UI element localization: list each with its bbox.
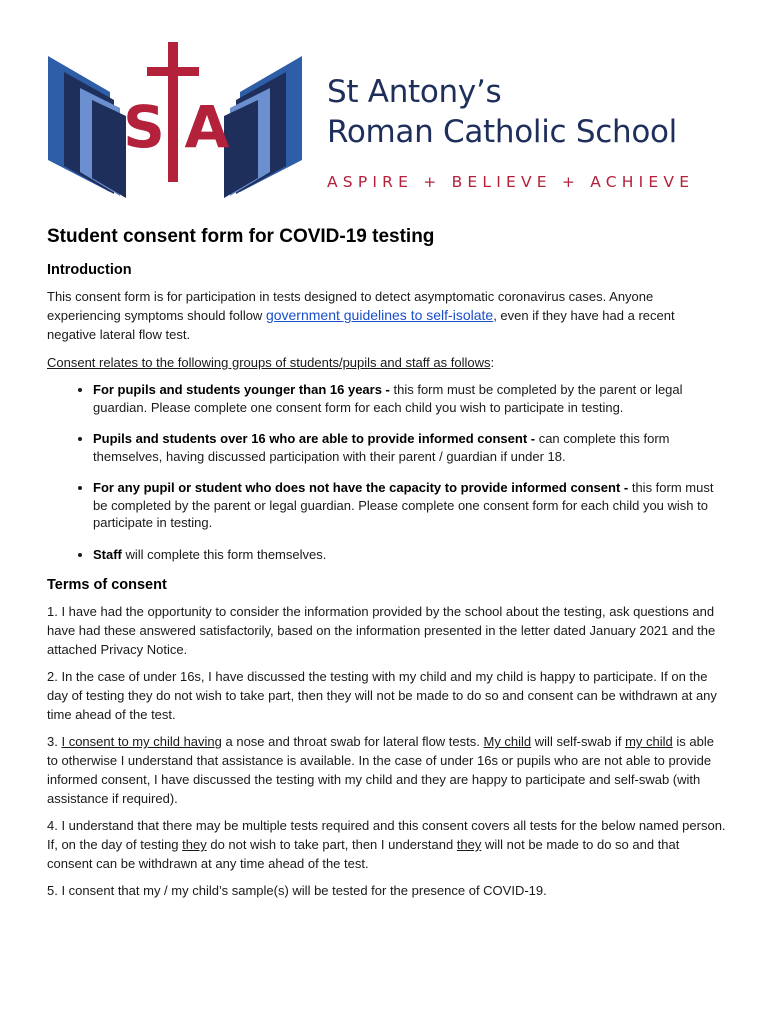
logo-letter-a: A [184, 93, 230, 161]
term-4 [47, 816, 727, 873]
school-name-line2: Roman Catholic School [327, 114, 677, 150]
document-title: Student consent form for COVID-19 testing [47, 226, 435, 247]
term-1: 1. I have had the opportunity to consider the information provided by the school about the testing, ask questions and have had these answered satisfactorily, based on the information presented in the letter dated January 2021 and the attached Privacy Notice. [47, 604, 716, 657]
term-4-text-2: do not wish to take part, then I understand [206, 837, 457, 852]
list-item [93, 381, 727, 416]
logo-letter-s: S [123, 93, 165, 161]
document-body [47, 226, 727, 908]
intro-text: This consent form is for participation in tests designed to detect asymptomatic coronavirus cases. Anyone experiencing symptoms should follow [47, 289, 654, 323]
term-3-text-3: is able to otherwise I understand that assistance is available. In the case of under 16s or pupils who are not able to provide informed consent, I have discussed the testing with my child and they are happy to participate and self-swab (with assistance if required). [47, 734, 714, 806]
intro-text-end: , even if they have had a recent negative lateral flow test. [47, 308, 675, 342]
term-3 [47, 732, 727, 808]
groups-list [47, 381, 727, 563]
term-4-text-3: will not be made to do so and that consent can be withdrawn at any time ahead of the test. [47, 837, 680, 871]
list-item [93, 430, 727, 465]
school-motto: ASPIRE + BELIEVE + ACHIEVE [327, 173, 695, 191]
groups-intro-text: Consent relates to the following groups of students/pupils and staff as follows [47, 355, 491, 370]
intro-paragraph [47, 287, 727, 344]
self-isolate-link[interactable]: government guidelines to self-isolate [265, 307, 494, 323]
term-3-number: 3. [47, 734, 62, 749]
group-label: For any pupil or student who does not have the capacity to provide informed consent - [93, 480, 632, 495]
term-3-text-2: will self-swab if [531, 734, 626, 749]
terms-heading: Terms of consent [47, 577, 167, 593]
term-3-underline-1: I consent to my child having [61, 734, 222, 749]
term-2: 2. In the case of under 16s, I have discussed the testing with my child and my child is happy to participate. If on the day of testing they do not wish to take part, then they will not be made to do so and consent can be withdrawn at any time ahead of the test. [47, 669, 717, 722]
group-label: Pupils and students over 16 who are able to provide informed consent - [93, 431, 539, 446]
groups-intro-colon: : [490, 355, 495, 370]
list-item [93, 479, 727, 532]
term-5: 5. I consent that my / my child’s sample(s) will be tested for the presence of COVID-19. [47, 883, 547, 898]
school-logo [44, 42, 306, 202]
school-name-line1: St Antony’s [327, 74, 502, 110]
group-text: can complete this form themselves, having discussed participation with their parent / guardian if under 18. [93, 431, 670, 464]
term-3-text-1: a nose and throat swab for lateral flow tests. [221, 734, 484, 749]
groups-intro [47, 353, 727, 372]
term-3-underline-3: my child [625, 734, 673, 749]
group-text: this form must be completed by the parent or legal guardian. Please complete one consent form for each child you wish to participate in testing. [93, 382, 683, 415]
intro-heading: Introduction [47, 262, 132, 278]
group-text: will complete this form themselves. [121, 546, 327, 562]
term-4-underline-1: they [182, 837, 207, 852]
term-4-underline-2: they [456, 837, 482, 852]
group-label: For pupils and students younger than 16 years - [93, 382, 394, 397]
group-text: this form must be completed by the parent or legal guardian. Please complete one consent form for each child you wish to participate in testing. [93, 480, 714, 530]
term-4-text-1: 4. I understand that there may be multiple tests required and this consent covers all tests for the below named person. If, on the day of testing [47, 818, 726, 852]
school-name [327, 72, 677, 152]
group-label: Staff [93, 546, 122, 562]
list-item [93, 546, 727, 564]
term-3-underline-2: My child [483, 734, 532, 749]
